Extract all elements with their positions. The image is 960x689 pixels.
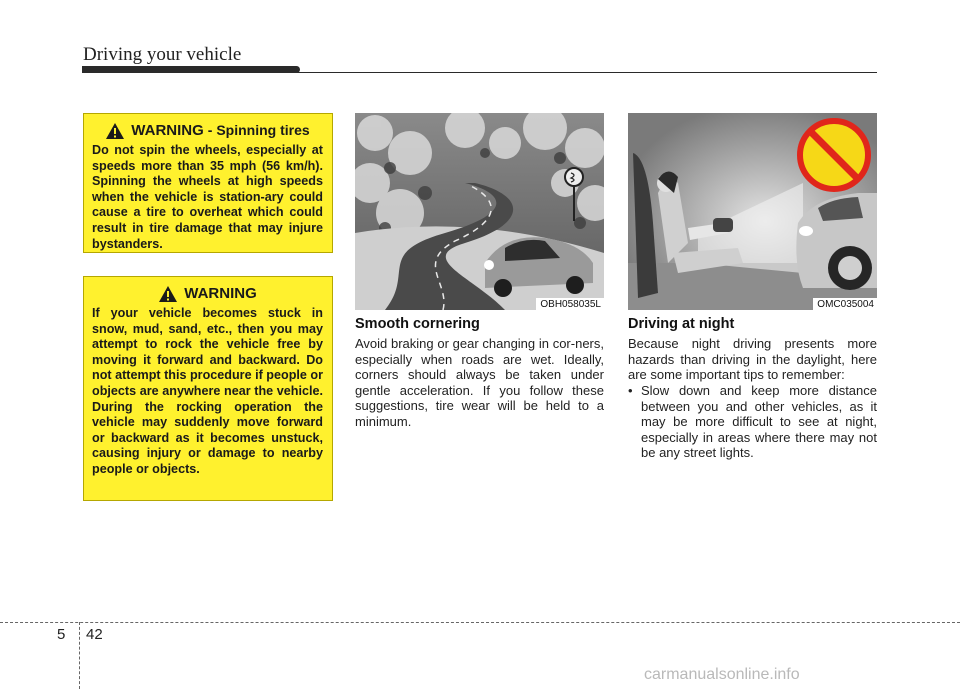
warning-title: WARNING xyxy=(184,285,257,303)
winding-road-image xyxy=(355,113,604,310)
warning-text: If your vehicle becomes stuck in snow, mud, sand, etc., then you may attempt to rock the vehicle free by moving it forward and backward. Do not attempt this procedure if people or objects are anywhere near the vehicle. During the rocking operation the vehicle may suddenly move forward or backward as it becomes unstuck, causing injury or damage to nearby people or objects. xyxy=(92,306,323,476)
warning-box-rocking-vehicle xyxy=(83,276,333,501)
section-text-smooth-cornering: Avoid braking or gear changing in cor-ners, especially when roads are wet. Ideally, corners should always be taken under gentle acceleration. If you follow these suggestions, tire wear will be held to a minimum. xyxy=(355,336,604,429)
page-number: 42 xyxy=(86,626,103,643)
figure-caption: OBH058035L xyxy=(536,298,604,310)
figure-caption: OMC035004 xyxy=(813,298,877,310)
chapter-number: 5 xyxy=(57,626,66,643)
section-text-driving-at-night: Because night driving presents more hazards than driving in the daylight, here are some important tips to remember: xyxy=(628,336,877,383)
footer-rule xyxy=(0,622,960,623)
warning-subtitle: - Spinning tires xyxy=(207,122,310,139)
warning-title: WARNING xyxy=(131,122,204,140)
warning-box-spinning-tires xyxy=(83,113,333,253)
prohibition-sign-icon xyxy=(800,121,868,189)
footer-divider xyxy=(79,622,80,689)
night-driving-image xyxy=(628,113,877,310)
figure-driving-at-night xyxy=(628,113,877,310)
warning-text: Do not spin the wheels, especially at speeds more than 35 mph (56 km/h). Spinning the wheels at high speeds when the vehicle is station-ary could cause a tire to overheat which could result in tire damage that may injure bystanders. xyxy=(92,143,323,251)
section-title-driving-at-night: Driving at night xyxy=(628,316,735,332)
figure-smooth-cornering xyxy=(355,113,604,310)
warning-heading xyxy=(92,285,323,303)
bullet-item xyxy=(628,383,877,461)
section-title-smooth-cornering: Smooth cornering xyxy=(355,316,480,332)
warning-triangle-icon xyxy=(158,285,178,303)
bullet-text: Slow down and keep more distance between you and other vehicles, as it may be more difficult to see at night, especially in areas where there may not be any street lights. xyxy=(641,383,877,461)
header-rule xyxy=(82,72,877,73)
watermark-text: carmanualsonline.info xyxy=(644,666,800,683)
warning-triangle-icon xyxy=(105,122,125,140)
page-header-title: Driving your vehicle xyxy=(83,44,242,65)
bullet-dot-icon: • xyxy=(628,383,633,398)
warning-heading xyxy=(92,122,323,140)
